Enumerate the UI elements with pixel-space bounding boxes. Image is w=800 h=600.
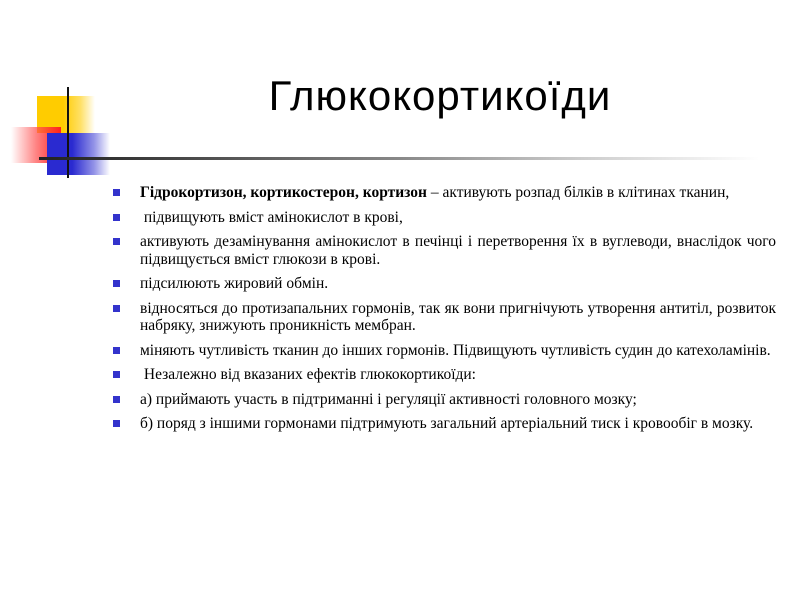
item-text: підвищують вміст амінокислот в крові,	[140, 208, 403, 226]
title-underline	[39, 157, 759, 160]
slide-title: Глюкокортикоїди	[268, 72, 612, 119]
item-text: міняють чутливість тканин до інших гормонів. Підвищують чутливість судин до катехоламінів.	[140, 341, 771, 359]
decorative-blue-square	[47, 133, 110, 175]
list-item	[110, 366, 776, 384]
decorative-vertical-line	[67, 87, 69, 178]
bullet-icon	[113, 280, 120, 287]
bullet-list	[110, 184, 776, 440]
bullet-icon	[113, 238, 120, 245]
bullet-icon	[113, 214, 120, 221]
list-item	[110, 209, 776, 227]
item-text: відносяться до протизапальних гормонів, так як вони пригнічують утворення антитіл, розвиток набряку, знижують проникність мембран.	[140, 299, 776, 334]
item-text: а) приймають участь в підтриманні і регуляції активності головного мозку;	[140, 390, 637, 408]
list-item	[110, 233, 776, 268]
list-item	[110, 415, 776, 433]
hormone-names: Гідрокортизон, кортикостерон, кортизон	[140, 184, 427, 201]
bullet-icon	[113, 371, 120, 378]
list-item	[110, 184, 776, 202]
bullet-icon	[113, 305, 120, 312]
list-item	[110, 391, 776, 409]
bullet-icon	[113, 347, 120, 354]
item-text: Незалежно від вказаних ефектів глюкокортикоїди:	[140, 366, 476, 383]
item-text: підсилюють жировий обмін.	[140, 275, 329, 292]
bullet-icon	[113, 396, 120, 403]
item-text: б) поряд з іншими гормонами підтримують загальний артеріальний тиск і кровообіг в мозку.	[140, 415, 754, 432]
bullet-icon	[113, 420, 120, 427]
item-text: активують дезамінування амінокислот в печінці і перетворення їх в вуглеводи, внаслідок чого підвищується вміст глюкози в крові.	[140, 233, 776, 268]
list-item	[110, 275, 776, 293]
list-item	[110, 342, 776, 360]
bullet-icon	[113, 189, 120, 196]
list-item	[110, 300, 776, 335]
item-text: – активують розпад білків в клітинах тканин,	[426, 184, 730, 201]
